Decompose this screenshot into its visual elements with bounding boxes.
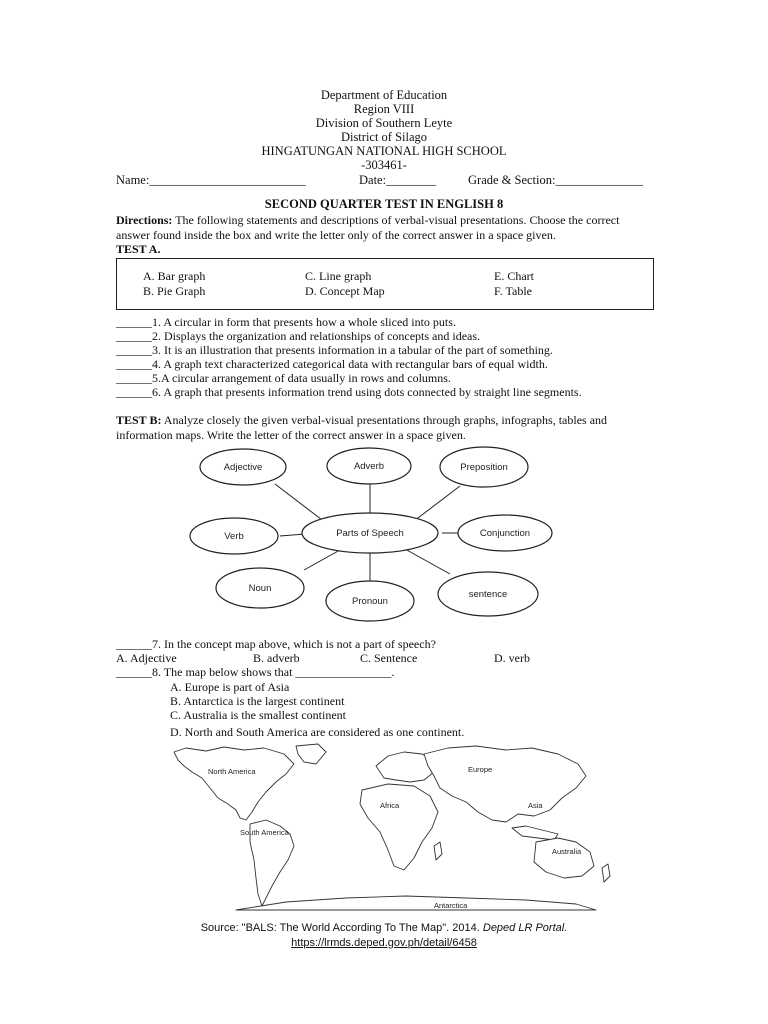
concept-map-adverb-label: Adverb [353,461,385,472]
antarctica-outline [236,896,596,910]
choices-box [116,258,654,310]
world-map [166,742,616,912]
name-field[interactable]: Name:_________________________ [116,173,306,187]
africa-outline [360,784,438,870]
australia-outline [534,838,594,878]
question-7-option-a: A. Adjective [116,651,177,665]
map-label-europe: Europe [468,765,493,774]
choice-e: E. Chart [494,269,534,283]
test-a-item-1[interactable]: ______1. A circular in form that presents how a whole sliced into puts. [116,315,456,329]
concept-map-adjective-label: Adjective [223,462,263,473]
greenland-outline [296,744,326,764]
directions-label: Directions: [116,213,173,227]
test-a-item-3[interactable]: ______3. It is an illustration that presents information in a tabular of the part of something. [116,343,553,357]
source-text: Source: "BALS: The World According To The Map". 2014. [200,922,483,934]
map-label-australia: Australia [552,847,582,856]
source-link[interactable]: https://lrmds.deped.gov.ph/detail/6458 [291,937,477,949]
question-8-option-c: C. Australia is the smallest continent [170,708,346,722]
new-zealand-outline [602,864,610,882]
question-7-stem[interactable]: ______7. In the concept map above, which is not a part of speech? [116,637,436,651]
test-a-item-4[interactable]: ______4. A graph text characterized categorical data with rectangular bars of equal width. [116,357,548,371]
concept-map-noun-label: Noun [248,583,272,594]
test-b-label: TEST B: [116,413,162,427]
concept-map-pronoun-label: Pronoun [352,596,388,607]
header-district: District of Silago [340,130,428,144]
asia-outline [424,746,586,822]
date-field[interactable]: Date:________ [359,173,437,187]
choice-c: C. Line graph [305,269,372,283]
question-7-option-b: B. adverb [253,651,300,665]
concept-map-preposition-label: Preposition [460,462,508,473]
test-a-item-6[interactable]: ______6. A graph that presents information trend using dots connected by straight line segments. [116,385,582,399]
choice-d: D. Concept Map [305,284,385,298]
grade-section-field[interactable]: Grade & Section:______________ [468,173,643,187]
header-school-code: -303461- [361,158,407,172]
test-b-text: Analyze closely the given verbal-visual presentations through graphs, infographs, tables and information maps. Write the letter of the correct answer in a space given. [116,413,608,442]
concept-map-sentence-label: sentence [468,589,508,600]
choice-a: A. Bar graph [143,269,206,283]
question-7-option-d: D. verb [494,651,530,665]
choice-f: F. Table [494,284,532,298]
test-a-item-5[interactable]: ______5.A circular arrangement of data usually in rows and columns. [116,371,451,385]
test-a-label: TEST A. [116,242,161,256]
header-department: Department of Education [320,88,448,102]
source-citation [0,921,768,935]
concept-map-center-label: Parts of Speech [336,528,404,539]
north-america-outline [174,747,294,820]
header-school: HINGATUNGAN NATIONAL HIGH SCHOOL [261,144,507,158]
map-label-asia: Asia [528,801,543,810]
question-8-option-b: B. Antarctica is the largest continent [170,694,345,708]
map-label-antarctica: Antarctica [434,901,468,910]
header-region: Region VIII [353,102,415,116]
map-label-north-america: North America [208,767,256,776]
header-division: Division of Southern Leyte [315,116,453,130]
choice-b: B. Pie Graph [143,284,206,298]
test-a-item-2[interactable]: ______2. Displays the organization and relationships of concepts and ideas. [116,329,481,343]
question-7-option-c: C. Sentence [360,651,418,665]
map-label-africa: Africa [380,801,400,810]
question-8-option-a: A. Europe is part of Asia [170,680,290,694]
test-b-instructions [116,413,656,442]
directions [116,213,656,242]
question-8-option-d: D. North and South America are considered as one continent. [170,725,465,739]
concept-map-verb-label: Verb [224,531,244,542]
question-8-stem[interactable]: ______8. The map below shows that ________________. [116,665,395,679]
indonesia-outline [512,826,558,840]
source-italic: Deped LR Portal. [482,922,568,934]
concept-map-conjunction-label: Conjunction [479,528,531,539]
madagascar-outline [434,842,442,860]
map-label-south-america: South America [240,828,289,837]
concept-map [180,446,531,622]
source-link-line [0,936,768,950]
test-title: SECOND QUARTER TEST IN ENGLISH 8 [264,197,504,211]
directions-text: The following statements and descriptions of verbal-visual presentations. Choose the correct answer found inside the box and write the letter only of the correct answer in a space given. [116,213,620,242]
